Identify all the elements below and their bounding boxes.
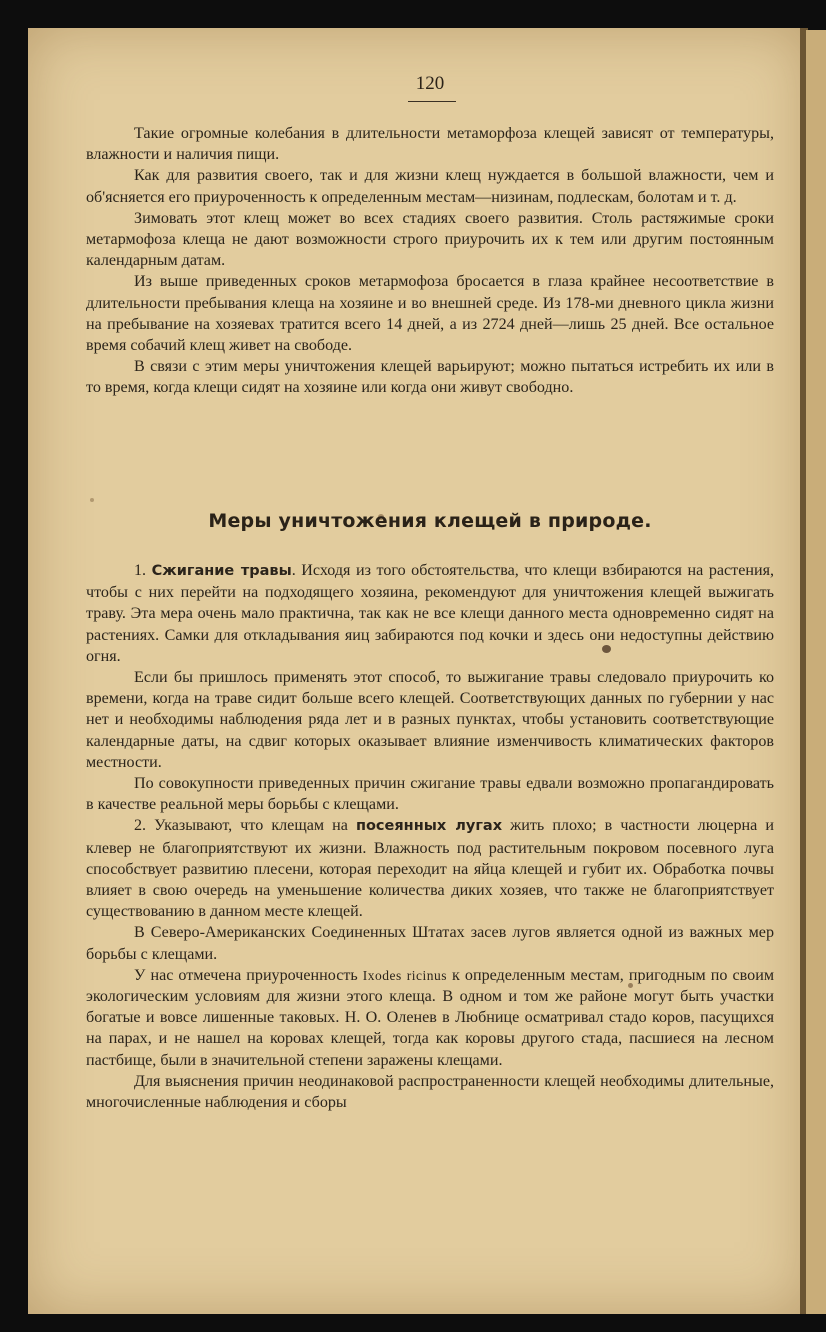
item-number: 1. xyxy=(134,562,147,579)
paragraph-burning-grass xyxy=(86,560,774,667)
paragraph: Как для развития своего, так и для жизни клещ нуждается в большой влажности, чем и об'ясняется его приуроченность к определенным местам—низинам, подлескам, болотам и т. д. xyxy=(86,167,774,206)
paragraph: Если бы пришлось применять этот способ, то выжигание травы следовало приурочить ко времени, когда на траве сидит больше всего клещей. Соответствующих данных по губернии у нас нет и необходимы наблюдения ряда лет и в разных пунктах, чтобы установить соответствующие календарные даты, на сдвиг которых оказывает влияние изменчивость климатических факторов местности. xyxy=(86,669,774,771)
section-heading: Меры уничтожения клещей в природе. xyxy=(208,510,652,532)
paragraph-sown-meadows xyxy=(86,815,774,922)
paragraph: В связи с этим меры уничтожения клещей варьируют; можно пытаться истребить их или в то время, когда клещи сидят на хозяине или когда они живут свободно. xyxy=(86,358,774,397)
paragraph: В Северо-Американских Соединенных Штатах засев лугов является одной из важных мер борьбы с клещами. xyxy=(86,924,774,963)
paragraph-text: к определенным местам, пригодным по своим экологическим условиям для жизни этого клеща. В одном и том же районе могут быть участки богатые и вовсе лишенные таковых. Н. О. Оленев в Любнице осматривал стадо коров, пасущихся на парах, и не нашел на коровах клещей, тогда как коровы другого стада, пасшиеся на лесном пастбище, были в значительной степени заражены клещами. xyxy=(86,966,775,1069)
species-name: Ixodes ricinus xyxy=(362,967,447,983)
paragraph: По совокупности приведенных причин сжигание травы едвали возможно пропагандировать в качестве реальной меры борьбы с клещами. xyxy=(86,775,774,814)
paragraph: Такие огромные колебания в длительности метаморфоза клещей зависят от температуры, влажности и наличия пищи. xyxy=(86,125,774,164)
intro-text xyxy=(86,123,774,399)
paper-stain xyxy=(90,498,94,502)
paragraph: Из выше приведенных сроков метармофоза бросается в глаза крайнее несоответствие в длительности пребывания клеща на хозяине и во внешней среде. Из 178-ми дневного цикла жизни на пребывание на хозяевах тратится всего 14 дней, а из 2724 дней—лишь 25 дней. Все остальное время собачий клещ живет на свободе. xyxy=(86,273,774,355)
paragraph-text: У нас отмечена приуроченность xyxy=(134,966,358,984)
page-number-rule xyxy=(408,101,456,102)
paragraph: Зимовать этот клещ может во всех стадиях своего развития. Столь растяжимые сроки метармофоза клеща не дают возможности строго приурочить их к тем или другим постоянным календарным датам. xyxy=(86,209,774,270)
emphasized-term: посеянных лугах xyxy=(355,818,503,835)
paragraph-text: 2. Указывают, что клещам на xyxy=(134,817,348,835)
page-number: 120 xyxy=(415,73,445,94)
emphasized-term: Сжигание травы xyxy=(151,563,292,579)
paragraph-text: . Исходя из того обстоятельства, что клещи взбираются на растения, чтобы с них перейти на подходящего хозяина, рекомендуют для уничтожения клещей выжигать траву. Эта мера очень мало практична, так как не все клещи данного места одновременно сидят на растениях. Самки для откладывания яиц забираются под кочки и здесь они недоступны действию огня. xyxy=(86,562,774,665)
next-page-edge xyxy=(806,30,826,1314)
paragraph-text: жить плохо; в частности люцерна и клевер не благоприятствуют их жизни. Влажность под растительным покровом посевного луга способствует развитию плесени, которая переходит на яйца клещей и губит их. Обработка почвы влияет в свою очередь на уменьшение количества диких хозяев, что также не благоприятствует существованию в данном месте клещей. xyxy=(86,817,774,921)
paragraph-ixodes xyxy=(86,965,774,1071)
paragraph: Для выяснения причин неодинаковой распространенности клещей необходимы длительные, многочисленные наблюдения и сборы xyxy=(86,1072,774,1112)
section-text xyxy=(86,560,774,1113)
